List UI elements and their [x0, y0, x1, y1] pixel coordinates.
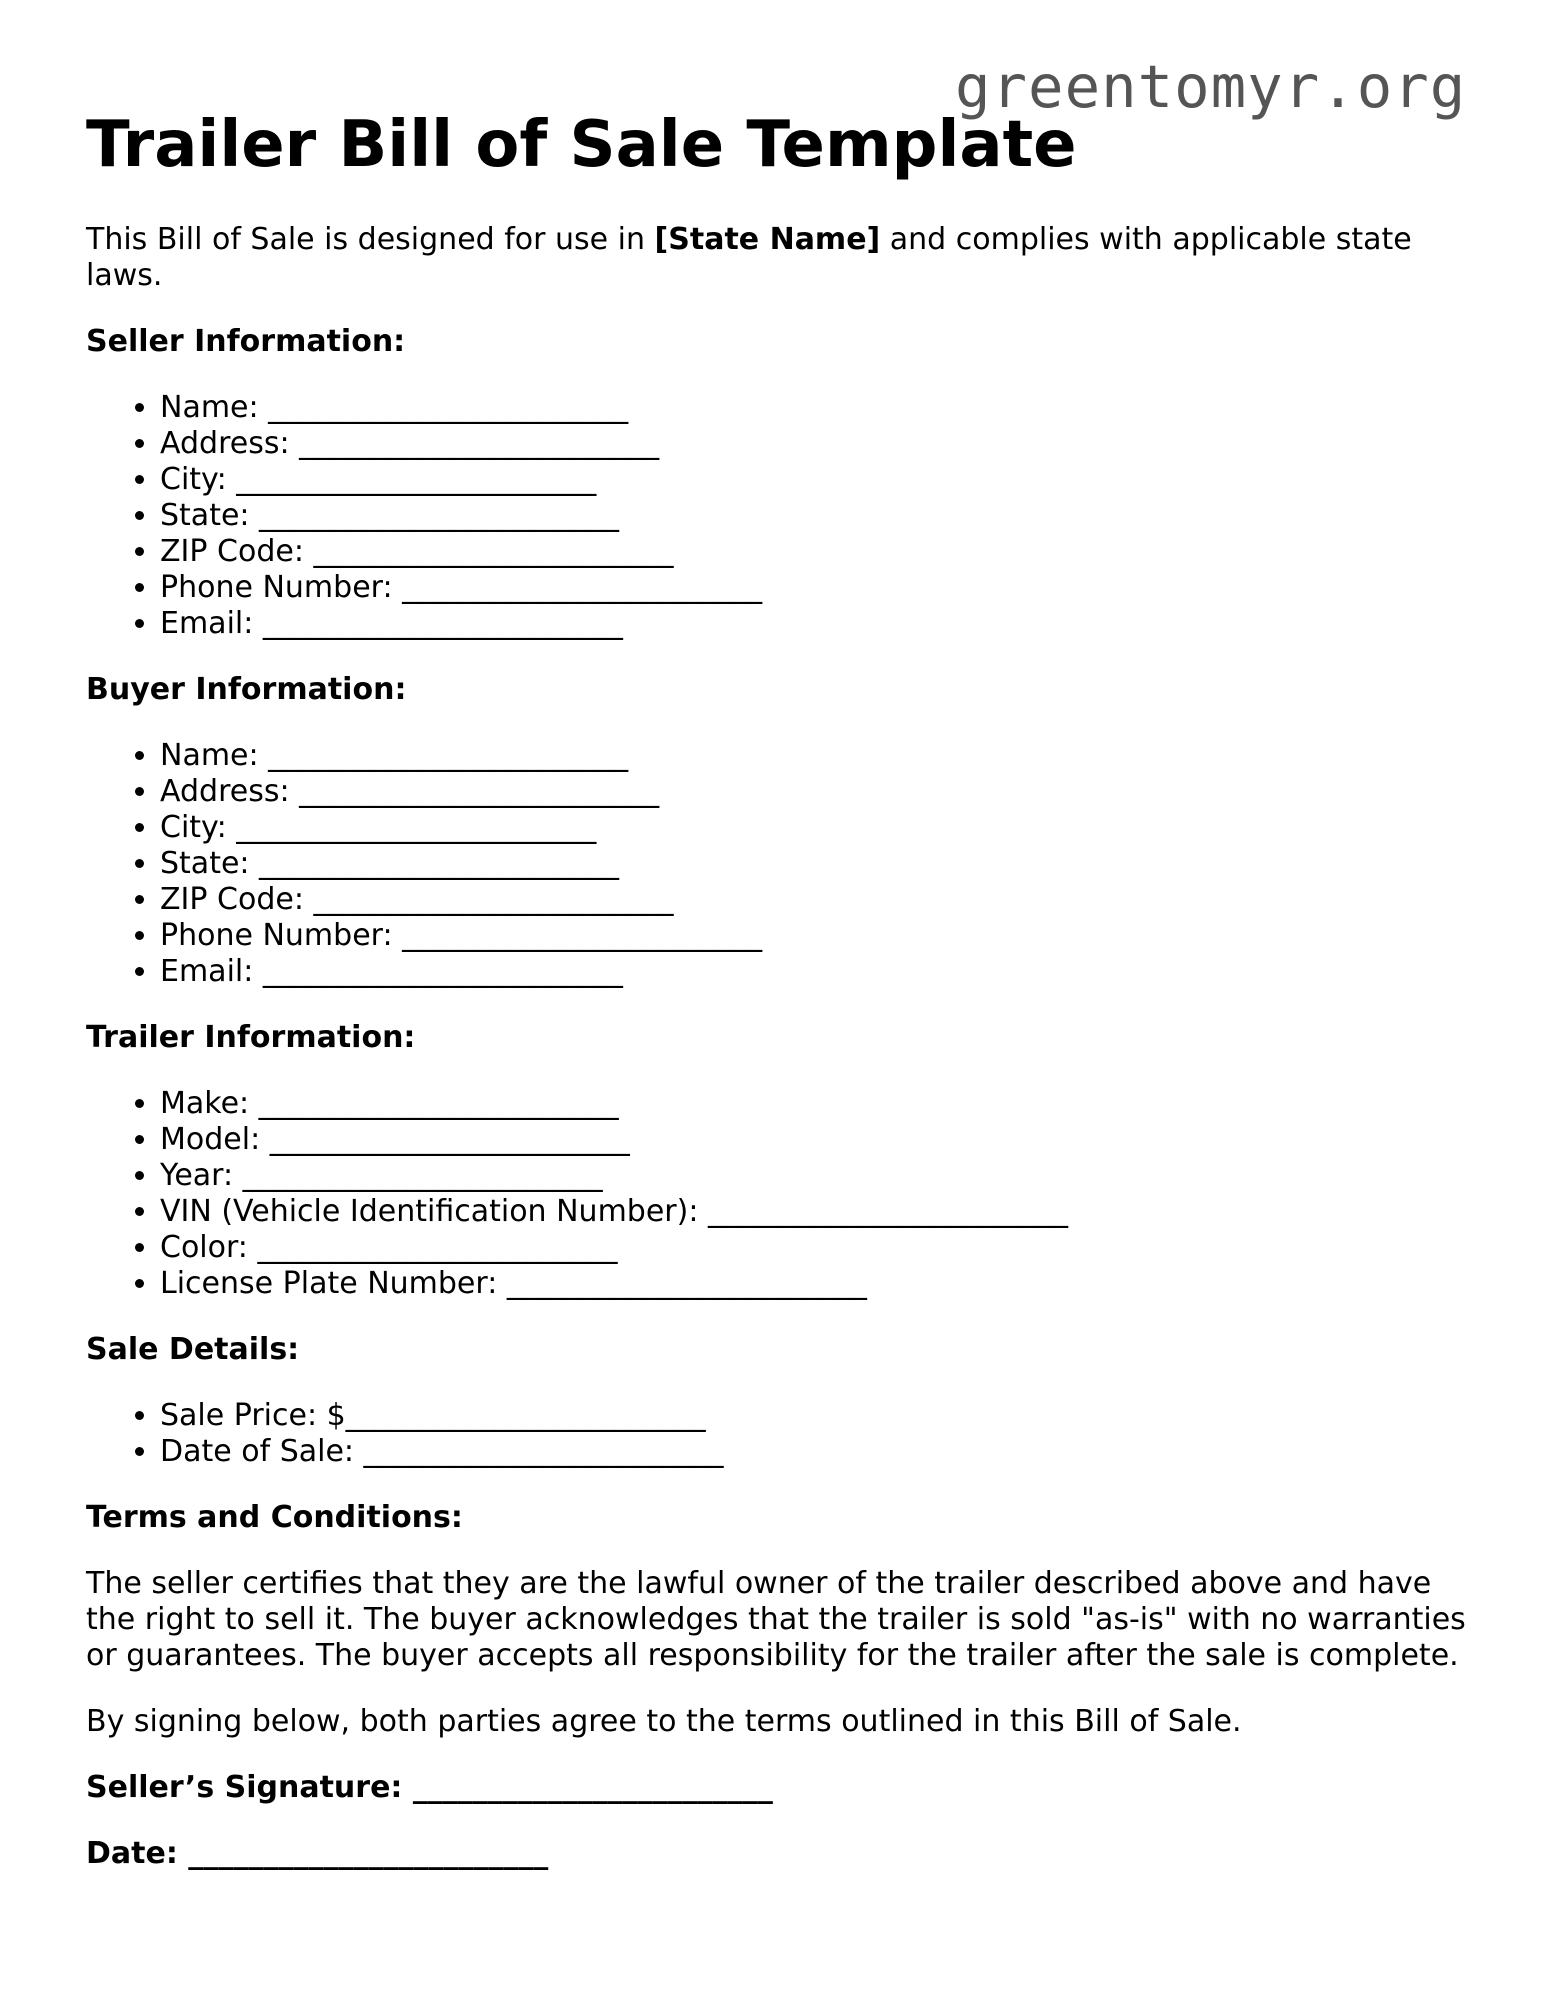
seller-email-field: • Email: ________________________: [160, 606, 1466, 642]
signature-date-line: Date: ________________________: [86, 1836, 549, 1871]
seller-city-field: • City: ________________________: [160, 462, 1466, 498]
intro-text-before: This Bill of Sale is designed for use in: [86, 222, 655, 257]
buyer-name-field: • Name: ________________________: [160, 738, 1466, 774]
agreement-paragraph: By signing below, both parties agree to the terms outlined in this Bill of Sale.: [86, 1704, 1242, 1739]
sale-section-heading: Sale Details:: [86, 1332, 300, 1367]
buyer-phone-field: • Phone Number: ________________________: [160, 918, 1466, 954]
buyer-city-field: • City: ________________________: [160, 810, 1466, 846]
buyer-email-field: • Email: ________________________: [160, 954, 1466, 990]
buyer-state-field: • State: ________________________: [160, 846, 1466, 882]
trailer-plate-field: • License Plate Number: ________________________: [160, 1266, 1466, 1302]
sale-fields-list: [86, 1398, 1466, 1470]
seller-phone-field: • Phone Number: ________________________: [160, 570, 1466, 606]
trailer-color-field: • Color: ________________________: [160, 1230, 1466, 1266]
trailer-section-heading: Trailer Information:: [86, 1020, 416, 1055]
trailer-model-field: • Model: ________________________: [160, 1122, 1466, 1158]
terms-section-heading: Terms and Conditions:: [86, 1500, 463, 1535]
trailer-fields-list: [86, 1086, 1466, 1302]
trailer-year-field: • Year: ________________________: [160, 1158, 1466, 1194]
trailer-vin-field: • VIN (Vehicle Identification Number): ________________________: [160, 1194, 1466, 1230]
intro-text-after: and complies with applicable state laws.: [86, 222, 1412, 293]
buyer-address-field: • Address: ________________________: [160, 774, 1466, 810]
page-title: Trailer Bill of Sale Template: [86, 108, 1077, 182]
intro-paragraph: [86, 222, 1466, 294]
seller-signature-line: Seller’s Signature: ________________________: [86, 1770, 773, 1805]
trailer-make-field: • Make: ________________________: [160, 1086, 1466, 1122]
buyer-zip-field: • ZIP Code: ________________________: [160, 882, 1466, 918]
buyer-section-heading: Buyer Information:: [86, 672, 407, 707]
seller-section-heading: Seller Information:: [86, 324, 406, 359]
document-body: [86, 222, 1466, 1902]
state-name-placeholder: [State Name]: [654, 222, 881, 257]
seller-name-field: • Name: ________________________: [160, 390, 1466, 426]
terms-paragraph: The seller certifies that they are the lawful owner of the trailer described above and have the right to sell it. The buyer acknowledges that the trailer is sold "as-is" with no warranties or guarantees. The buyer accepts all responsibility for the trailer after the sale is complete.: [86, 1566, 1466, 1673]
seller-state-field: • State: ________________________: [160, 498, 1466, 534]
sale-date-field: • Date of Sale: ________________________: [160, 1434, 1466, 1470]
seller-fields-list: [86, 390, 1466, 642]
sale-price-field: • Sale Price: $________________________: [160, 1398, 1466, 1434]
seller-zip-field: • ZIP Code: ________________________: [160, 534, 1466, 570]
seller-address-field: • Address: ________________________: [160, 426, 1466, 462]
buyer-fields-list: [86, 738, 1466, 990]
watermark-text: greentomyr.org: [955, 52, 1467, 121]
